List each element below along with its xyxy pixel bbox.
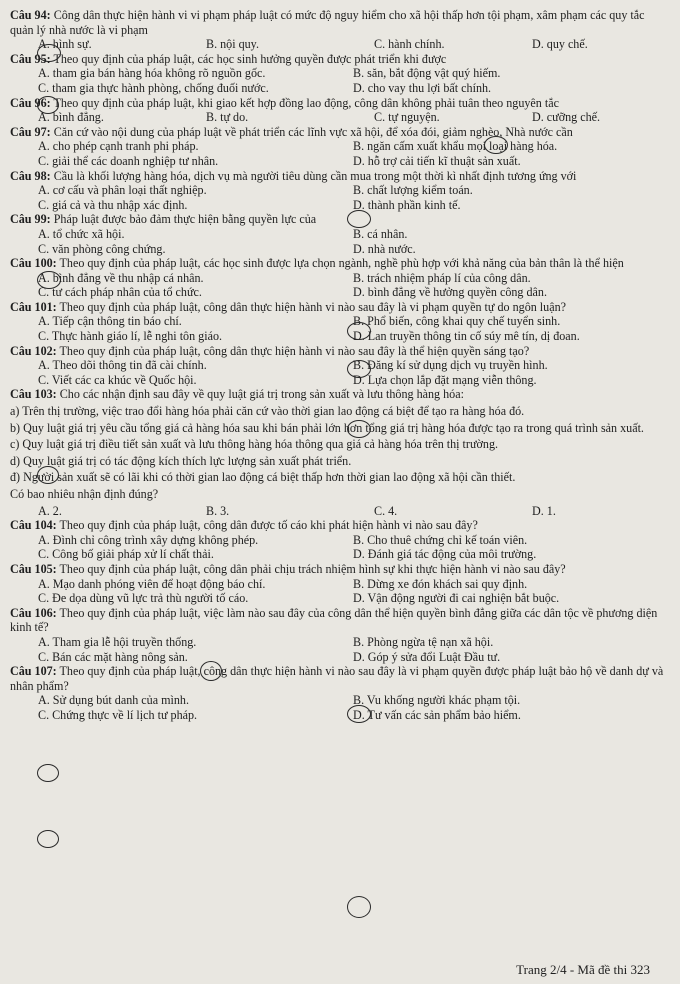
question-4 [10, 169, 668, 184]
statement: c) Quy luật giá trị điều tiết sản xuất và lưu thông hàng hóa thông qua giá cả hàng hóa trên thị trường. [10, 437, 499, 452]
answer-option: A. 2. [38, 503, 62, 518]
statement: Có bao nhiêu nhận định đúng? [10, 487, 159, 501]
question-number: Câu 95: [10, 51, 51, 66]
question-8 [10, 344, 668, 359]
question-number: Câu 99: [10, 212, 51, 227]
answer-circle-103 [200, 661, 222, 681]
question-6 [10, 256, 668, 271]
answer-circle-99 [347, 322, 371, 340]
answer-options [38, 227, 668, 256]
answer-option: A. Theo dõi thông tin đã cài chính. [38, 358, 207, 373]
answer-option: D. cho vay thu lợi bất chính. [353, 80, 492, 95]
answer-option: D. Lựa chọn lắp đặt mạng viễn thông. [353, 372, 537, 387]
question-number: Câu 103: [10, 387, 57, 402]
answer-option: B. ngăn cấm xuất khẩu mọi loại hàng hóa. [353, 139, 558, 154]
answer-circle-107 [347, 896, 371, 918]
answer-circle-105 [37, 764, 59, 782]
question-text: Theo quy định của pháp luật, việc làm nào sau đây của công dân thể hiện quyền bình đẳng giữa các dân tộc về phương diện kinh tế? [10, 605, 658, 635]
answer-option: C. Viết các ca khúc về Quốc hội. [38, 372, 197, 387]
answer-option: B. 3. [206, 503, 230, 518]
answer-option: A. tổ chức xã hội. [38, 226, 125, 241]
answer-circle-100 [347, 360, 371, 378]
question-number: Câu 97: [10, 124, 51, 139]
question-text: Theo quy định của pháp luật, công dân thực hiện hành vi nào sau đây là vi phạm quyền được pháp luật bảo hộ về danh dự và nhân phẩm? [10, 664, 664, 693]
question-5 [10, 212, 668, 227]
answer-option: D. quy chế. [532, 37, 588, 52]
question-number: Câu 94: [10, 8, 51, 22]
answer-option: A. Mạo danh phóng viên để hoạt động báo chí. [38, 576, 266, 591]
answer-option: A. bình đẳng. [38, 110, 104, 125]
question-text: Theo quy định của pháp luật, các học sinh hưởng quyền được phát triển khi được [53, 51, 447, 66]
answer-circle-101 [347, 420, 371, 438]
answer-option: D. nhà nước. [353, 241, 416, 256]
answer-option: C. Thực hành giáo lí, lễ nghi tôn giáo. [38, 329, 223, 344]
answer-circle-102 [37, 466, 59, 484]
answer-options [38, 271, 668, 300]
answer-option: B. săn, bắt động vật quý hiếm. [353, 66, 501, 81]
question-text: Theo quy định của pháp luật, công dân thực hiện hành vi nào sau đây là vi phạm quyền tự do ngôn luận? [59, 299, 566, 314]
answer-option: C. hành chính. [374, 37, 445, 52]
answer-circle-96 [484, 136, 508, 154]
answer-circle-98 [37, 271, 61, 289]
question-list [10, 8, 668, 723]
question-text: Theo quy định của pháp luật, công dân phải chịu trách nhiệm hình sự khi thực hiện hành vi nào sau đây? [59, 561, 566, 576]
answer-option: C. Đe dọa dùng vũ lực trả thù người tố cáo. [38, 591, 249, 606]
answer-option: D. cưỡng chế. [532, 110, 601, 125]
question-number: Câu 106: [10, 605, 57, 620]
answer-option: A. hình sự. [38, 37, 92, 52]
answer-option: A. Đình chỉ công trình xây dựng không phép. [38, 532, 259, 547]
question-text: Theo quy định của pháp luật, công dân thực hiện hành vi nào sau đây là thể hiện quyền sáng tạo? [59, 343, 530, 358]
answer-option: B. Đăng kí sử dụng dịch vụ truyền hình. [353, 358, 548, 373]
question-text: Cho các nhận định sau đây về quy luật giá trị trong sản xuất và lưu thông hàng hóa: [59, 387, 464, 402]
question-text: Theo quy định của pháp luật, khi giao kết hợp đồng lao động, công dân không phải tuân theo nguyên tắc [53, 95, 559, 110]
answer-option: C. văn phòng công chứng. [38, 241, 166, 256]
answer-option: A. Tham gia lễ hội truyền thống. [38, 634, 197, 649]
question-number: Câu 101: [10, 299, 57, 314]
question-text: Pháp luật được bảo đảm thực hiện bằng quyền lực của [53, 212, 317, 227]
answer-options [38, 66, 668, 95]
question-text: Theo quy định của pháp luật, công dân được tố cáo khi phát hiện hành vi nào sau đây? [59, 518, 478, 533]
statement: đ) Người sản xuất sẽ có lãi khi có thời gian lao động cá biệt thấp hơn thời gian lao động xã hội cần thiết. [10, 470, 516, 485]
answer-options [38, 110, 668, 125]
question-text: Cầu là khối lượng hàng hóa, dịch vụ mà người tiêu dùng cần mua trong một thời kì nhất định tương ứng với [53, 168, 577, 183]
answer-options [38, 577, 668, 606]
answer-option: B. Phổ biến, công khai quy chế tuyển sinh. [353, 314, 561, 329]
answer-circle-106 [37, 830, 59, 848]
statement: b) Quy luật giá trị yêu cầu tổng giá cả hàng hóa sau khi bán phải lớn hơn tổng giá trị hàng hóa được tạo ra trong quá trình sản xuất. [10, 420, 644, 435]
answer-circle-94 [37, 44, 61, 62]
answer-option: D. thành phần kinh tế. [353, 197, 461, 212]
answer-option: A. Tiếp cận thông tin báo chí. [38, 314, 182, 329]
question-2 [10, 96, 668, 111]
answer-option: D. Tư vấn các sản phẩm bảo hiểm. [353, 707, 521, 722]
answer-option: A. tham gia bán hàng hóa không rõ nguồn gốc. [38, 66, 266, 81]
answer-option: D. Góp ý sửa đổi Luật Đầu tư. [353, 649, 501, 664]
answer-option: C. giá cả và thu nhập xác định. [38, 197, 188, 212]
answer-option: B. tự do. [206, 110, 249, 125]
question-0 [10, 8, 668, 37]
answer-options [38, 139, 668, 168]
question-number: Câu 102: [10, 343, 57, 358]
answer-option: B. chất lượng kiểm toán. [353, 183, 473, 198]
statement: a) Trên thị trường, việc trao đổi hàng hóa phải căn cứ vào thời gian lao động cá biệt để tạo ra hàng hóa đó. [10, 404, 525, 419]
question-number: Câu 107: [10, 664, 57, 679]
answer-option: D. bình đẳng về hưởng quyền công dân. [353, 285, 547, 300]
answer-option: C. Bán các mặt hàng nông sản. [38, 649, 188, 664]
answer-options [38, 504, 668, 519]
answer-options [38, 183, 668, 212]
question-text: Căn cứ vào nội dung của pháp luật về phát triển các lĩnh vực xã hội, để xóa đói, giảm nghèo, Nhà nước cần [53, 124, 573, 139]
question-text: Theo quy định của pháp luật, các học sinh được lựa chọn ngành, nghề phù hợp với khả năng của bản thân là thể hiện [59, 256, 624, 271]
answer-option: A. bình đẳng về thu nhập cá nhân. [38, 270, 204, 285]
question-number: Câu 104: [10, 518, 57, 533]
question-number: Câu 100: [10, 256, 57, 271]
page-footer: Trang 2/4 - Mã đề thi 323 [516, 962, 650, 978]
answer-option: C. tự nguyện. [374, 110, 440, 125]
answer-circle-95 [37, 96, 59, 114]
answer-option: D. Đánh giá tác động của môi trường. [353, 547, 537, 562]
question-9 [10, 387, 668, 402]
answer-options [38, 533, 668, 562]
statement: d) Quy luật giá trị có tác động kích thích lực lượng sản xuất phát triển. [10, 453, 352, 468]
answer-option: B. Vu khống người khác phạm tội. [353, 693, 521, 708]
answer-option: C. 4. [374, 503, 398, 518]
answer-option: C. giải thể các doanh nghiệp tư nhân. [38, 153, 219, 168]
question-13 [10, 664, 668, 693]
answer-option: C. tham gia thực hành phòng, chống đuối nước. [38, 80, 269, 95]
answer-option: A. Sử dụng bút danh của mình. [38, 693, 189, 708]
question-1 [10, 52, 668, 67]
answer-option: D. 1. [532, 503, 556, 518]
question-12 [10, 606, 668, 635]
question-3 [10, 125, 668, 140]
answer-circle-97 [347, 210, 371, 228]
question-number: Câu 96: [10, 95, 51, 110]
question-10 [10, 518, 668, 533]
answer-option: C. Công bố giải pháp xử lí chất thải. [38, 547, 214, 562]
answer-option: B. cá nhân. [353, 226, 408, 241]
answer-option: B. Cho thuê chứng chỉ kế toán viên. [353, 532, 528, 547]
answer-option: C. Chứng thực về lí lịch tư pháp. [38, 707, 198, 722]
answer-option: A. cho phép cạnh tranh phi pháp. [38, 139, 199, 154]
question-11 [10, 562, 668, 577]
answer-options [38, 635, 668, 664]
question-text: Công dân thực hiện hành vi vi phạm pháp luật có mức độ nguy hiểm cho xã hội thấp hơn tội phạm, xâm phạm các quy tắc quản lý nhà nước là vi phạm [10, 8, 645, 37]
question-number: Câu 98: [10, 168, 51, 183]
answer-option: B. nội quy. [206, 37, 259, 52]
answer-options [38, 37, 668, 52]
answer-option: B. Phòng ngừa tệ nạn xã hội. [353, 634, 494, 649]
answer-option: A. cơ cấu và phân loại thất nghiệp. [38, 183, 207, 198]
answer-option: D. Vận động người đi cai nghiện bắt buộc. [353, 591, 560, 606]
question-number: Câu 105: [10, 561, 57, 576]
answer-option: B. Dừng xe đón khách sai quy định. [353, 576, 528, 591]
answer-option: B. trách nhiệm pháp lí của công dân. [353, 270, 531, 285]
answer-circle-104 [347, 705, 371, 723]
answer-option: D. Lan truyền thông tin cố súy mê tín, dị đoan. [353, 329, 580, 344]
answer-option: C. tư cách pháp nhân của tổ chức. [38, 285, 202, 300]
question-7 [10, 300, 668, 315]
answer-option: D. hỗ trợ cải tiến kĩ thuật sản xuất. [353, 153, 521, 168]
